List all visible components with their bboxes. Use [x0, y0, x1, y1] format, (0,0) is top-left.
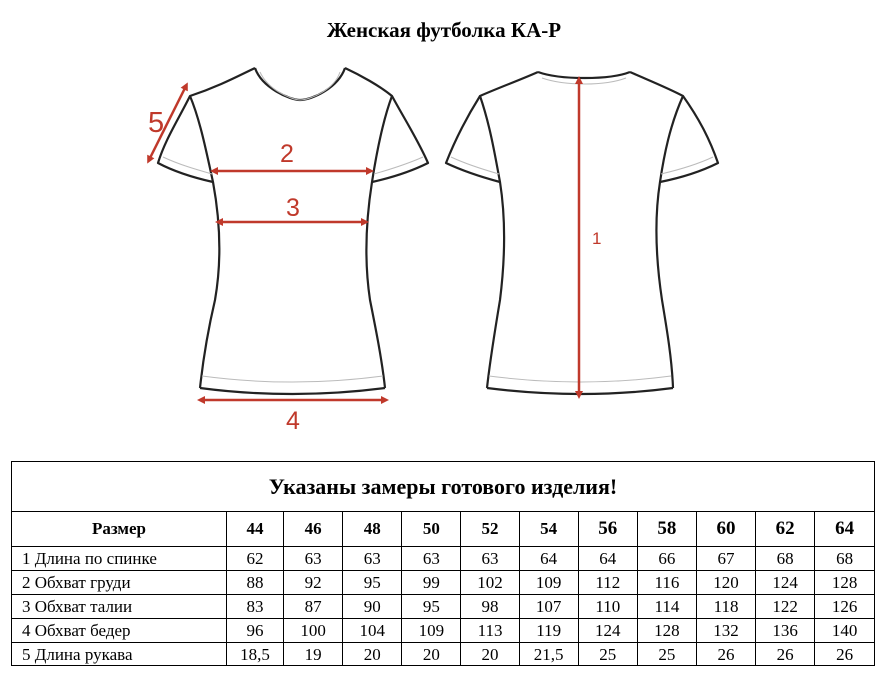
- value-cell: 64: [519, 547, 578, 571]
- value-cell: 63: [402, 547, 461, 571]
- value-cell: 68: [815, 547, 874, 571]
- table-row: [12, 619, 874, 643]
- value-cell: 64: [578, 547, 637, 571]
- value-cell: 66: [637, 547, 696, 571]
- value-cell: 116: [637, 571, 696, 595]
- value-cell: 114: [637, 595, 696, 619]
- size-cell: 56: [578, 512, 637, 547]
- row-label: 3 Обхват талии: [12, 595, 226, 619]
- value-cell: 124: [756, 571, 815, 595]
- value-cell: 67: [696, 547, 755, 571]
- header-row: [12, 512, 874, 547]
- value-cell: 99: [402, 571, 461, 595]
- value-cell: 18,5: [226, 643, 283, 667]
- value-cell: 21,5: [519, 643, 578, 667]
- size-cell: 48: [343, 512, 402, 547]
- value-cell: 20: [461, 643, 519, 667]
- value-cell: 128: [815, 571, 874, 595]
- value-cell: 19: [284, 643, 343, 667]
- size-cell: 60: [696, 512, 755, 547]
- value-cell: 100: [284, 619, 343, 643]
- label-3: 3: [286, 194, 300, 222]
- value-cell: 98: [461, 595, 519, 619]
- value-cell: 68: [756, 547, 815, 571]
- back-view: [446, 72, 718, 394]
- value-cell: 104: [343, 619, 402, 643]
- value-cell: 126: [815, 595, 874, 619]
- value-cell: 109: [402, 619, 461, 643]
- front-view: [158, 68, 428, 394]
- table-row: [12, 571, 874, 595]
- value-cell: 140: [815, 619, 874, 643]
- value-cell: 122: [756, 595, 815, 619]
- value-cell: 119: [519, 619, 578, 643]
- size-cell: 52: [461, 512, 519, 547]
- label-2: 2: [280, 140, 294, 168]
- value-cell: 25: [637, 643, 696, 667]
- value-cell: 26: [815, 643, 874, 667]
- value-cell: 63: [284, 547, 343, 571]
- size-cell: 62: [756, 512, 815, 547]
- row-label: 1 Длина по спинке: [12, 547, 226, 571]
- row-label: 2 Обхват груди: [12, 571, 226, 595]
- table-row: [12, 643, 874, 667]
- row-label: 5 Длина рукава: [12, 643, 226, 667]
- value-cell: 128: [637, 619, 696, 643]
- size-cell: 44: [226, 512, 283, 547]
- value-cell: 109: [519, 571, 578, 595]
- size-cell: 58: [637, 512, 696, 547]
- value-cell: 102: [461, 571, 519, 595]
- value-cell: 92: [284, 571, 343, 595]
- value-cell: 63: [343, 547, 402, 571]
- size-cell: 46: [284, 512, 343, 547]
- value-cell: 63: [461, 547, 519, 571]
- value-cell: 96: [226, 619, 283, 643]
- size-grid: [12, 512, 874, 666]
- label-5: 5: [148, 107, 165, 139]
- table-row: [12, 595, 874, 619]
- value-cell: 25: [578, 643, 637, 667]
- value-cell: 95: [402, 595, 461, 619]
- size-table: [11, 461, 875, 666]
- value-cell: 26: [756, 643, 815, 667]
- value-cell: 26: [696, 643, 755, 667]
- value-cell: 120: [696, 571, 755, 595]
- value-cell: 20: [343, 643, 402, 667]
- row-label: 4 Обхват бедер: [12, 619, 226, 643]
- value-cell: 87: [284, 595, 343, 619]
- label-1: 1: [592, 229, 602, 248]
- value-cell: 113: [461, 619, 519, 643]
- value-cell: 20: [402, 643, 461, 667]
- value-cell: 83: [226, 595, 283, 619]
- table-row: [12, 547, 874, 571]
- page-title: Женская футболка КА-Р: [326, 18, 562, 42]
- value-cell: 110: [578, 595, 637, 619]
- label-4: 4: [286, 407, 300, 435]
- value-cell: 118: [696, 595, 755, 619]
- size-header: Размер: [12, 512, 226, 547]
- value-cell: 112: [578, 571, 637, 595]
- value-cell: 95: [343, 571, 402, 595]
- measure-arrows: [149, 80, 579, 400]
- value-cell: 88: [226, 571, 283, 595]
- value-cell: 90: [343, 595, 402, 619]
- value-cell: 107: [519, 595, 578, 619]
- value-cell: 62: [226, 547, 283, 571]
- table-notice: Указаны замеры готового изделия!: [12, 462, 874, 512]
- size-cell: 54: [519, 512, 578, 547]
- value-cell: 136: [756, 619, 815, 643]
- size-cell: 64: [815, 512, 874, 547]
- value-cell: 132: [696, 619, 755, 643]
- size-cell: 50: [402, 512, 461, 547]
- value-cell: 124: [578, 619, 637, 643]
